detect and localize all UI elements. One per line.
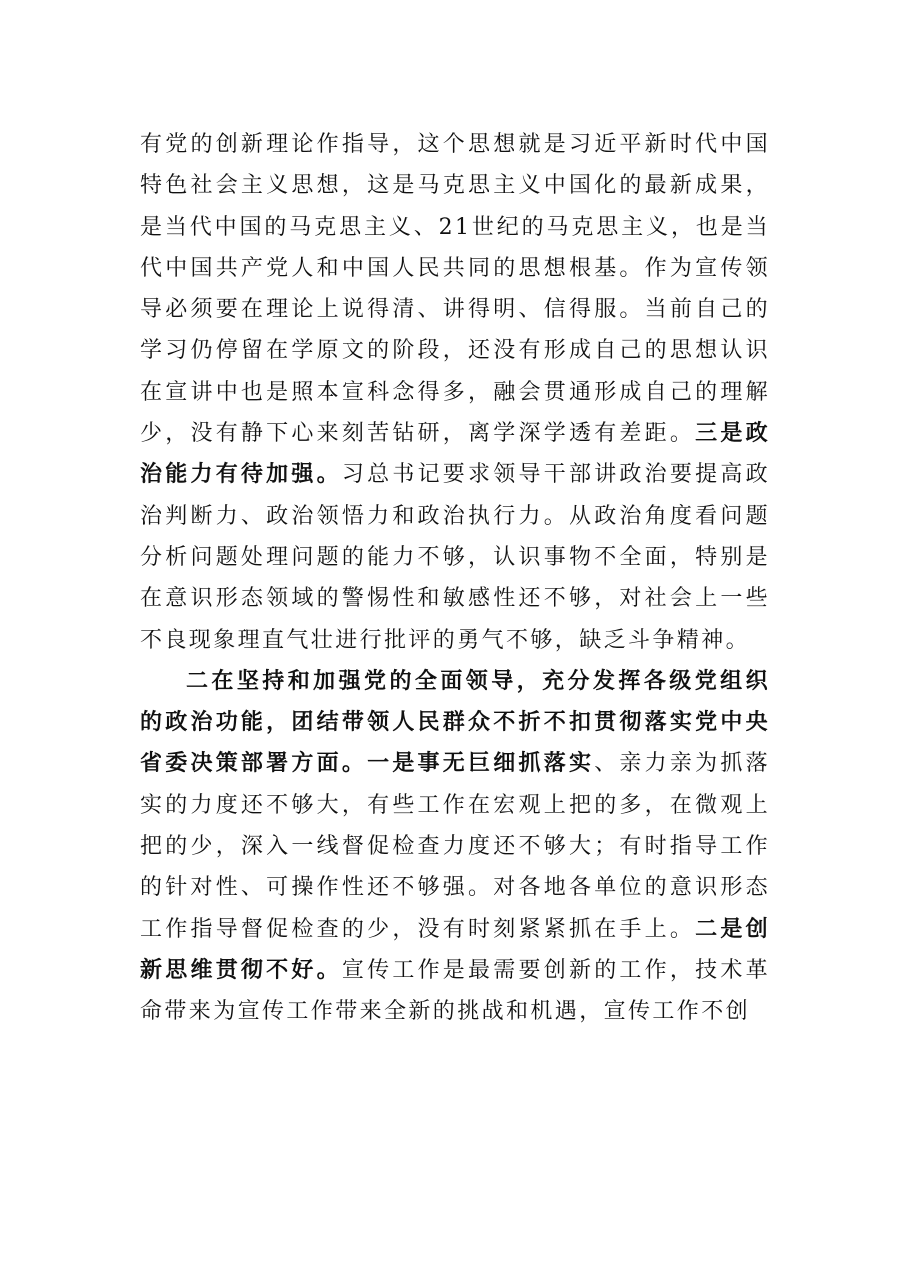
paragraph-continued: [140, 124, 770, 661]
document-body: [140, 124, 770, 1033]
paragraph-1-heading-point-3: 三是政治能力有待加强。: [140, 421, 770, 488]
paragraph-1-text-a: 有党的创新理论作指导，这个思想就是习近平新时代中国特色社会主义思想，这是马克思主义中国化的最新成果，是当代中国的马克思主义、21世纪的马克思主义，也是当代中国共产党人和中国人民共同的思想根基。作为宣传领导必须要在理论上说得清、讲得明、信得服。当前自己的学习仍停留在学原文的阶段，还没有形成自己的思想认识在宣讲中也是照本宣科念得多，融会贯通形成自己的理解少，没有静下心来刻苦钻研，离学深学透有差距。: [140, 132, 770, 447]
paragraph-2-heading-point-2: 二是创新思维贯彻不好。: [140, 916, 770, 983]
paragraph-2-heading: 二在坚持和加强党的全面领导，充分发挥各级党组织的政治功能，团结带领人民群众不折不扣贯彻落实党中央省委决策部署方面。一是事无巨细抓落实: [140, 668, 770, 777]
paragraph-section-2: [140, 661, 770, 1033]
paragraph-1-text-c: 习总书记要求领导干部讲政治要提高政治判断力、政治领悟力和政治执行力。从政治角度看问题分析问题处理问题的能力不够，认识事物不全面，特别是在意识形态领域的警惕性和敏感性还不够，对社会上一些不良现象理直气壮进行批评的勇气不够，缺乏斗争精神。: [140, 462, 770, 653]
paragraph-2-text-d: 宣传工作是最需要创新的工作，技术革命带来为宣传工作带来全新的挑战和机遇，宣传工作不创: [140, 957, 770, 1025]
paragraph-2-text-b: 、亲力亲为抓落实的力度还不够大，有些工作在宏观上把的多，在微观上把的少，深入一线督促检查力度还不够大；有时指导工作的针对性、可操作性还不够强。对各地各单位的意识形态工作指导督促检查的少，没有时刻紧紧抓在手上。: [140, 751, 770, 942]
